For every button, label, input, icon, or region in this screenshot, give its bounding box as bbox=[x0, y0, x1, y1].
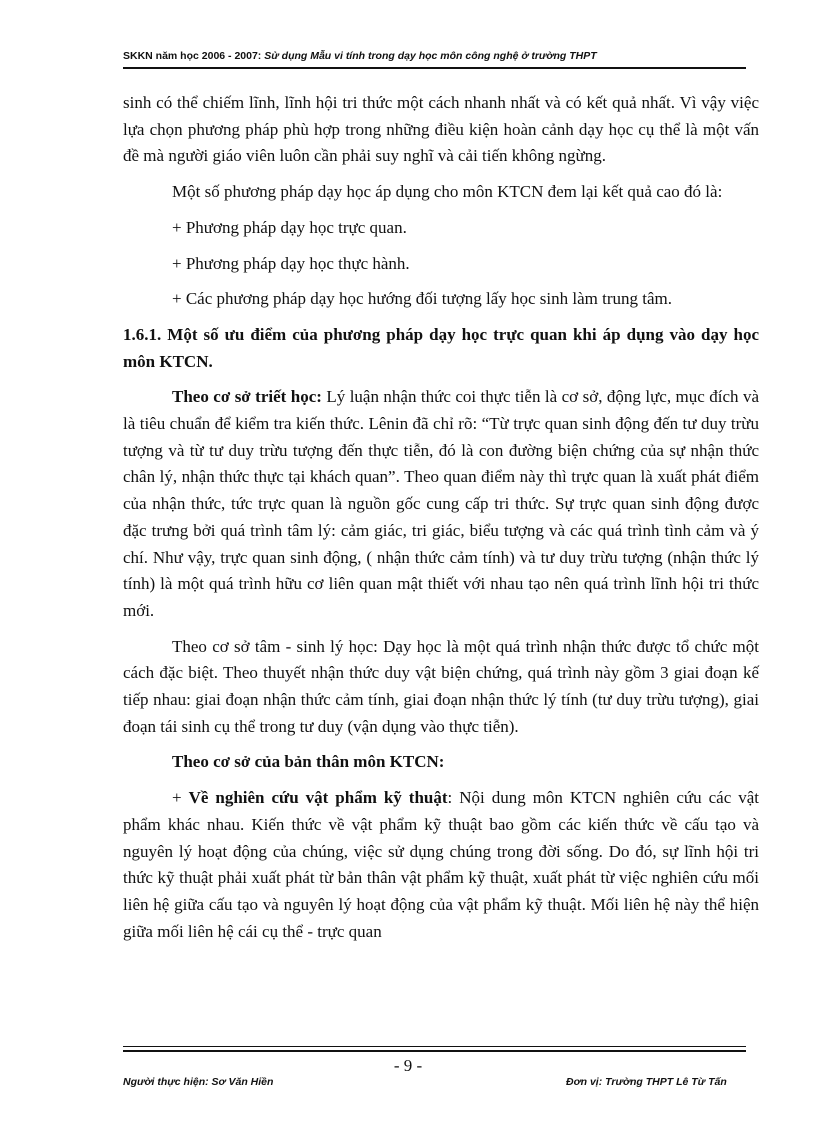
footer-unit: Đơn vị: Trường THPT Lê Từ Tấn bbox=[566, 1076, 727, 1088]
page-number: - 9 - bbox=[393, 1056, 423, 1075]
paragraph-intro: sinh có thể chiếm lĩnh, lĩnh hội tri thức một cách nhanh nhất và có kết quả nhất. Vì vậy việc lựa chọn phương pháp phù hợp trong những điều kiện hoàn cảnh dạy học cụ thể là một vấn đề mà người giáo viên luôn cần phải suy nghĩ và cải tiến không ngừng. bbox=[123, 93, 759, 166]
bullet-item: + Các phương pháp dạy học hướng đối tượng lấy học sinh làm trung tâm. bbox=[172, 289, 672, 309]
paragraph-philosophy bbox=[123, 384, 759, 624]
page-body bbox=[123, 90, 759, 945]
paragraph-methods: Một số phương pháp dạy học áp dụng cho môn KTCN đem lại kết quả cao đó là: bbox=[172, 182, 723, 202]
bullet-prefix: + bbox=[172, 788, 189, 808]
bullet-item: + Phương pháp dạy học thực hành. bbox=[172, 253, 410, 273]
header-rule bbox=[123, 67, 746, 69]
paragraph-lead: Theo cơ sở triết học: bbox=[172, 387, 322, 407]
paragraph-lead: Về nghiên cứu vật phẩm kỹ thuật bbox=[188, 788, 448, 808]
footer-rule-thin bbox=[123, 1046, 746, 1047]
page-header bbox=[123, 50, 745, 62]
header-lead: SKKN năm học 2006 - 2007: bbox=[123, 50, 262, 62]
paragraph-text: Lý luận nhận thức coi thực tiễn là cơ sở, động lực, mục đích và là tiêu chuẩn để kiểm tra kiến thức. Lênin đã chỉ rõ: “Từ trực quan sinh động đến tư duy trừu tượng và từ tư duy trừu tượng đến thực tiễn, đó là con đường biện chứng của sự nhận thức chân lý, nhận thức thực tại khách quan”. Theo quan điểm này thì trực quan là xuất phát điểm của nhận thức, tức trực quan là nguồn gốc cung cấp tri thức. Sự trực quan sinh động được đặc trưng bởi quá trình tâm lý: cảm giác, tri giác, biểu tượng và các quá trình tình cảm và ý chí. Như vậy, trực quan sinh động, ( nhận thức cảm tính) và tư duy trừu tượng (nhận thức lý tính) là một quá trình hữu cơ liên quan mật thiết với nhau tạo nên quá trình lĩnh hội tri thức mới. bbox=[123, 387, 760, 620]
subsection-heading: Theo cơ sở của bản thân môn KTCN: bbox=[172, 752, 445, 772]
footer-author: Người thực hiện: Sơ Văn Hiền bbox=[123, 1076, 274, 1088]
paragraph-text: : Nội dung môn KTCN nghiên cứu các vật phẩm khác nhau. Kiến thức về vật phẩm kỹ thuật bao gồm các kiến thức về cấu tạo và nguyên lý hoạt động của chúng, việc sử dụng chúng trong đời sống. Do đó, sự lĩnh hội tri thức kỹ thuật phải xuất phát từ bản thân vật phẩm kỹ thuật, xuất phát từ việc nghiên cứu mối liên hệ giữa cấu tạo và nguyên lý hoạt động của vật phẩm kỹ thuật. Mối liên hệ này thể hiện giữa mối liên hệ cái cụ thể - trực quan bbox=[123, 788, 760, 941]
footer-rule-thick bbox=[123, 1050, 746, 1052]
header-title: Sử dụng Mẫu vi tính trong dạy học môn công nghệ ở trường THPT bbox=[264, 50, 597, 62]
paragraph-technical-products bbox=[123, 785, 759, 945]
bullet-item: + Phương pháp dạy học trực quan. bbox=[172, 217, 407, 237]
paragraph-psychology: Theo cơ sở tâm - sinh lý học: Dạy học là một quá trình nhận thức được tổ chức một cách đặc biệt. Theo thuyết nhận thức duy vật biện chứng, quá trình này gồm 3 giai đoạn kế tiếp nhau: giai đoạn nhận thức cảm tính, giai đoạn nhận thức lý tính (tư duy trừu tượng), giai đoạn tái sinh cụ thể trong tư duy (vận dụng vào thực tiễn). bbox=[123, 636, 759, 736]
section-heading: 1.6.1. Một số ưu điểm của phương pháp dạy học trực quan khi áp dụng vào dạy học môn KTCN. bbox=[123, 324, 759, 371]
